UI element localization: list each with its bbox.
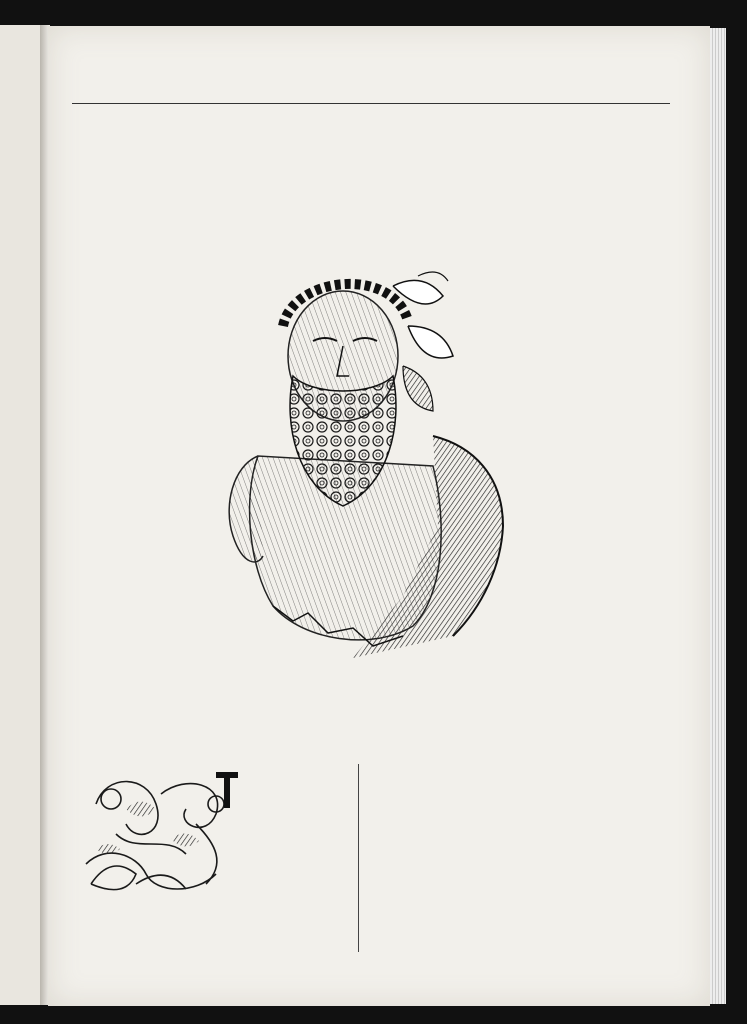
running-header <box>72 85 670 104</box>
column-divider <box>358 764 359 952</box>
decorative-initial-t <box>76 764 244 914</box>
book-page <box>48 26 710 1006</box>
silenus-bust-engraving <box>203 266 508 661</box>
left-page-edge <box>0 25 41 1005</box>
